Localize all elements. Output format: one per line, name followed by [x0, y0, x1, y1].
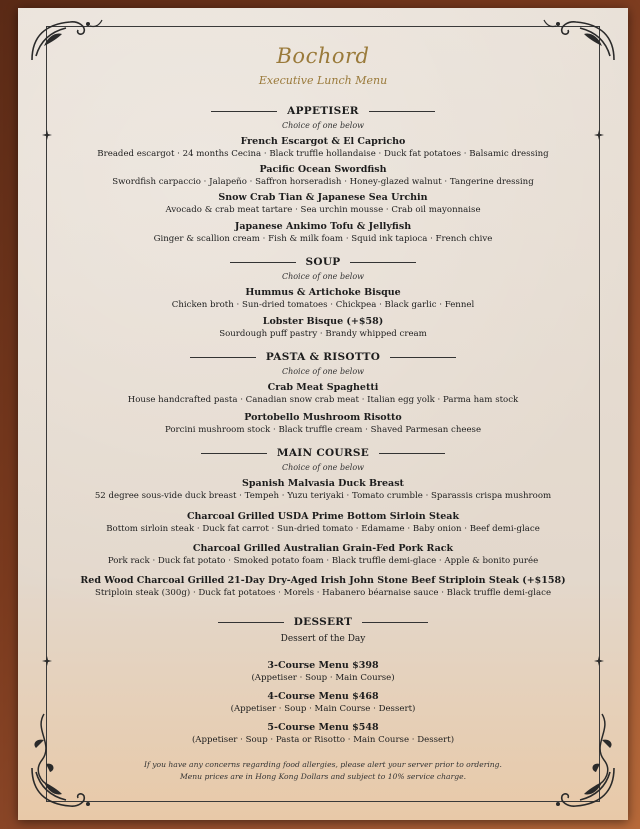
dish-name: Charcoal Grilled USDA Prime Bottom Sirloin Steak	[186, 511, 460, 522]
allergy-note: If you have any concerns regarding food allergies, please alert your server prior to ordering.	[144, 760, 502, 769]
dish-name: Charcoal Grilled Australian Grain-Fed Pork Rack	[192, 543, 454, 554]
dish-description: Chicken broth · Sun-dried tomatoes · Chickpea · Black garlic · Fennel	[171, 300, 475, 310]
section-heading-dessert	[18, 616, 628, 628]
dish-description: Porcini mushroom stock · Black truffle cream · Shaved Parmesan cheese	[164, 425, 482, 435]
star-ornament-icon	[42, 130, 52, 140]
choice-note: Choice of one below	[281, 272, 365, 281]
heading-rule	[211, 111, 277, 112]
dish-description: Sourdough puff pastry · Brandy whipped cream	[219, 329, 427, 339]
dish-name: Snow Crab Tian & Japanese Sea Urchin	[218, 192, 428, 203]
price-note: Menu prices are in Hong Kong Dollars and subject to 10% service charge.	[179, 772, 466, 781]
dish-description: Ginger & scallion cream · Fish & milk foam · Squid ink tapioca · French chive	[153, 234, 493, 244]
heading-rule	[369, 111, 435, 112]
heading-rule	[218, 622, 284, 623]
set-menu-description: (Appetiser · Soup · Main Course · Dessert)	[230, 704, 416, 714]
section-title: APPETISER	[287, 105, 359, 117]
menu-card	[18, 8, 628, 820]
heading-rule	[390, 357, 456, 358]
section-heading-pasta	[18, 351, 628, 363]
section-heading-main	[18, 447, 628, 459]
dish-name: Lobster Bisque (+$58)	[262, 316, 384, 327]
dish-name: Red Wood Charcoal Grilled 21-Day Dry-Aged Irish John Stone Beef Striploin Steak (+$158)	[80, 575, 566, 586]
dish-name: Japanese Ankimo Tofu & Jellyfish	[234, 221, 412, 232]
dish-description: Pork rack · Duck fat potato · Smoked potato foam · Black truffle demi-glace · Apple & bonito purée	[107, 556, 539, 566]
set-menu-description: (Appetiser · Soup · Pasta or Risotto · Main Course · Dessert)	[191, 735, 455, 745]
heading-rule	[190, 357, 256, 358]
section-title: SOUP	[305, 256, 341, 268]
heading-rule	[350, 262, 416, 263]
choice-note: Choice of one below	[281, 367, 365, 376]
set-menu-name: 4-Course Menu $468	[267, 691, 379, 702]
section-heading-soup	[18, 256, 628, 268]
dessert-item: Dessert of the Day	[280, 634, 366, 644]
menu-title: Executive Lunch Menu	[258, 74, 388, 87]
set-menu-name: 5-Course Menu $548	[267, 722, 379, 733]
dish-name: Crab Meat Spaghetti	[267, 382, 379, 393]
dish-name: Spanish Malvasia Duck Breast	[242, 478, 404, 489]
star-ornament-icon	[594, 656, 604, 666]
section-heading-appetiser	[18, 105, 628, 117]
section-title: DESSERT	[293, 616, 353, 628]
dish-description: Swordfish carpaccio · Jalapeño · Saffron horseradish · Honey-glazed walnut · Tangerine dressing	[112, 177, 534, 187]
choice-note: Choice of one below	[281, 463, 365, 472]
dish-name: Pacific Ocean Swordfish	[259, 164, 387, 175]
dish-description: 52 degree sous-vide duck breast · Tempeh · Yuzu teriyaki · Tomato crumble · Sparassis crispa mushroom	[94, 491, 552, 501]
choice-note: Choice of one below	[281, 121, 365, 130]
dish-description: Avocado & crab meat tartare · Sea urchin mousse · Crab oil mayonnaise	[165, 205, 481, 215]
heading-rule	[230, 262, 296, 263]
star-ornament-icon	[594, 130, 604, 140]
heading-rule	[201, 453, 267, 454]
dish-description: Bottom sirloin steak · Duck fat carrot · Sun-dried tomato · Edamame · Baby onion · Beef demi-glace	[106, 524, 540, 534]
set-menu-name: 3-Course Menu $398	[267, 660, 379, 671]
dish-name: Portobello Mushroom Risotto	[244, 412, 402, 423]
heading-rule	[362, 622, 428, 623]
section-title: PASTA & RISOTTO	[265, 351, 381, 363]
dish-description: House handcrafted pasta · Canadian snow crab meat · Italian egg yolk · Parma ham stock	[127, 395, 519, 405]
dish-name: French Escargot & El Capricho	[240, 136, 406, 147]
dish-description: Striploin steak (300g) · Duck fat potatoes · Morels · Habanero béarnaise sauce · Black truffle demi-glace	[94, 588, 552, 598]
brand-logo: Bochord	[276, 44, 370, 68]
dish-description: Breaded escargot · 24 months Cecina · Black truffle hollandaise · Duck fat potatoes · Balsamic dressing	[97, 149, 549, 159]
set-menu-description: (Appetiser · Soup · Main Course)	[251, 673, 395, 683]
heading-rule	[379, 453, 445, 454]
star-ornament-icon	[42, 656, 52, 666]
section-title: MAIN COURSE	[276, 447, 370, 459]
dish-name: Hummus & Artichoke Bisque	[245, 287, 401, 298]
